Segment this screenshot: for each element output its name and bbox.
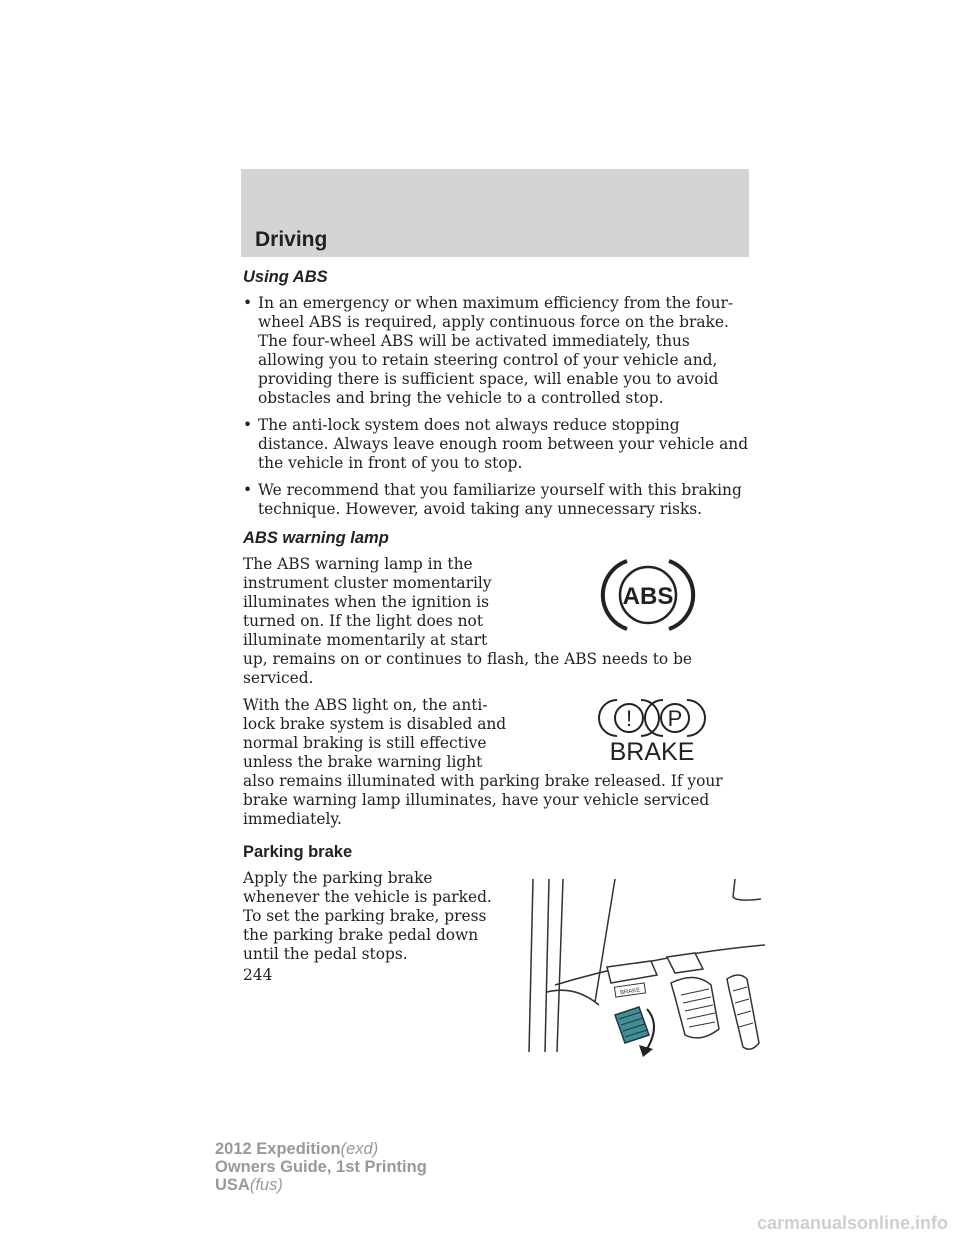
abs-lamp-paragraph-2: With the ABS light on, the anti-lock brake system is disabled and normal braking is still effective unless the brake warning light also remains illuminated with parking brake released. If your brake warning lamp illuminates, have your vehicle serviced immediately. <box>243 696 723 828</box>
heading-abs-warning-lamp: ABS warning lamp <box>243 529 389 547</box>
using-abs-list <box>243 294 753 519</box>
abs-lamp-paragraph-1: The ABS warning lamp in the instrument cluster momentarily illuminates when the ignition is turned on. If the light does not illuminate momentarily at start up, remains on or continues to flash, the ABS needs to be serviced. <box>243 555 693 687</box>
brake-icon-p: P <box>667 706 683 731</box>
pedal-brake-label: BRAKE <box>619 987 641 997</box>
list-item: • The anti-lock system does not always reduce stopping distance. Always leave enough room between your vehicle and the vehicle in front of you to stop. <box>243 416 749 472</box>
brake-icon-label: BRAKE <box>609 738 695 764</box>
page-number: 244 <box>243 966 273 984</box>
heading-using-abs: Using ABS <box>243 268 328 286</box>
brake-warning-lamp-icon <box>523 696 753 764</box>
heading-parking-brake: Parking brake <box>243 843 353 861</box>
section-title: Driving <box>255 228 328 251</box>
list-item: • We recommend that you familiarize yourself with this braking technique. However, avoid taking any unnecessary risks. <box>243 481 742 518</box>
watermark: carmanualsonline.info <box>756 1213 948 1233</box>
footer-edition-info: 2012 Expedition(exd) Owners Guide, 1st Printing USA(fus) <box>215 1140 427 1194</box>
page-content <box>243 268 753 1057</box>
abs-warning-lamp-icon <box>523 553 753 633</box>
parking-brake-paragraph: Apply the parking brake whenever the vehicle is parked. To set the parking brake, press the parking brake pedal down until the pedal stops. <box>243 869 492 963</box>
brake-icon-exclaim: ! <box>625 706 633 731</box>
parking-brake-pedal-illustration <box>515 867 765 1057</box>
abs-icon-label: ABS <box>622 583 674 610</box>
list-item: • In an emergency or when maximum efficiency from the four-wheel ABS is required, apply continuous force on the brake. The four-wheel ABS will be activated immediately, thus allowing you to retain steering control of your vehicle and, providing there is sufficient space, will enable you to avoid obstacles and bring the vehicle to a controlled stop. <box>243 294 734 407</box>
